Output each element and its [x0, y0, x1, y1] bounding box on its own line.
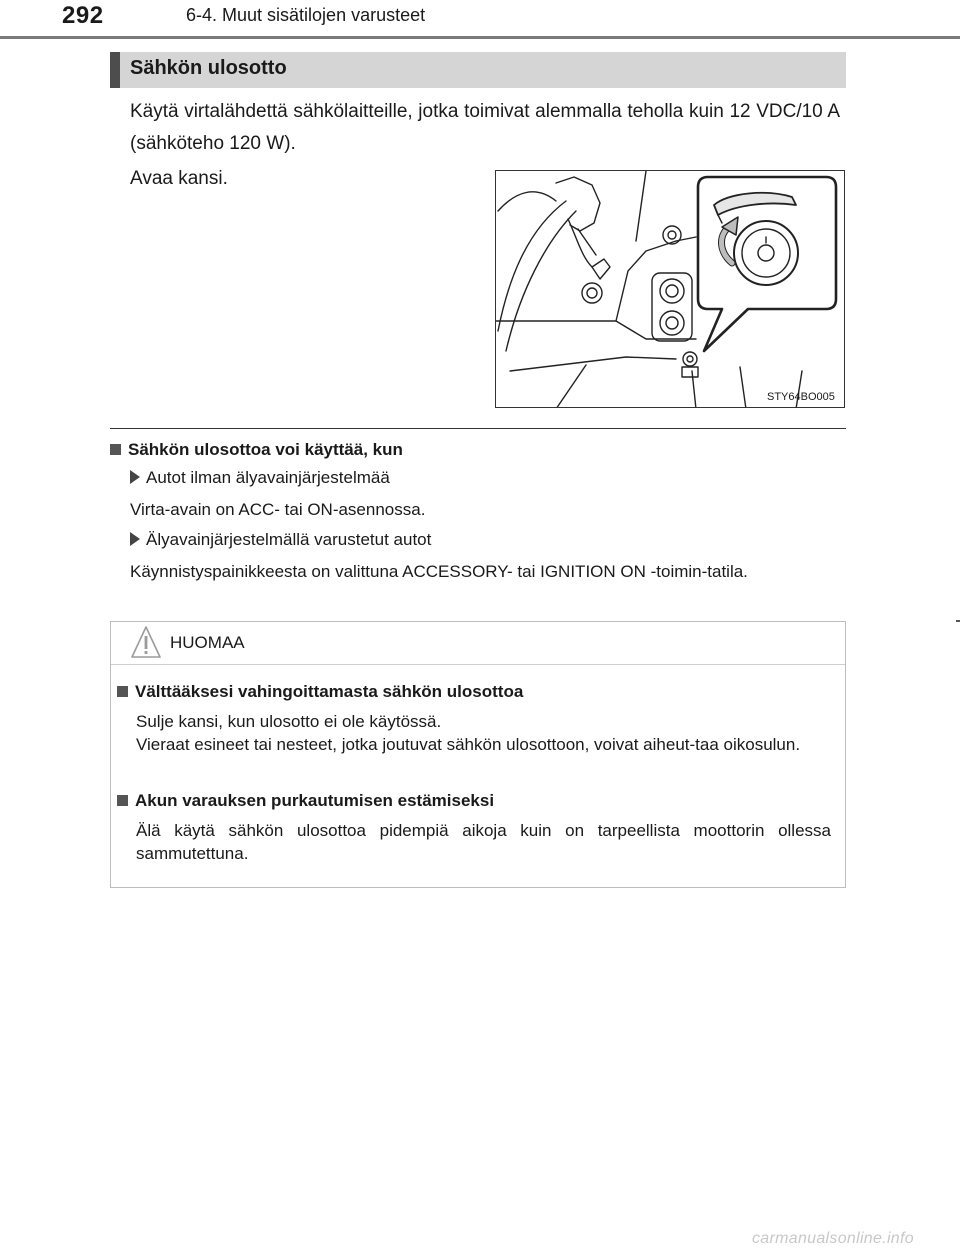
notice-heading-damage	[117, 682, 523, 702]
triangle-bullet-icon	[130, 532, 140, 546]
notice-heading-battery	[117, 791, 494, 811]
notice-heading-text: Välttääksesi vahingoittamasta sähkön ulosottoa	[135, 682, 524, 701]
section-divider	[110, 428, 846, 429]
usage-heading-text: Sähkön ulosottoa voi käyttää, kun	[128, 440, 403, 459]
notice-text: Älä käytä sähkön ulosottoa pidempiä aikoja kuin on tarpeellista moottorin ollessa sammutettuna.	[136, 821, 831, 863]
header-rule	[0, 36, 960, 39]
power-outlet-illustration	[495, 170, 845, 408]
square-bullet-icon	[117, 686, 128, 697]
section-marker	[110, 52, 120, 88]
watermark: carmanualsonline.info	[752, 1230, 914, 1247]
intro-paragraph: Käytä virtalähdettä sähkölaitteille, jotka toimivat alemmalla teholla kuin 12 VDC/10 A (sähköteho 120 W).	[130, 101, 840, 154]
square-bullet-icon	[117, 795, 128, 806]
warning-icon	[131, 625, 161, 659]
dashboard-drawing	[496, 171, 845, 408]
usage-item-label: Älyavainjärjestelmällä varustetut autot	[146, 530, 432, 549]
figure-code: STY64BO005	[767, 391, 835, 403]
notice-box	[110, 621, 846, 888]
usage-item-no-smart-key	[130, 468, 390, 488]
usage-item-label: Autot ilman älyavainjärjestelmää	[146, 468, 390, 487]
notice-header	[111, 622, 845, 665]
notice-text: Sulje kansi, kun ulosotto ei ole käytössä.	[136, 712, 442, 731]
chapter-title: 6-4. Muut sisätilojen varusteet	[186, 5, 426, 25]
section-header	[110, 52, 846, 88]
usage-item-text: Virta-avain on ACC- tai ON-asennossa.	[130, 500, 426, 519]
page-edge-mark	[956, 620, 960, 622]
usage-heading	[110, 440, 403, 460]
triangle-bullet-icon	[130, 470, 140, 484]
step-text: Avaa kansi.	[130, 168, 228, 189]
notice-text: Vieraat esineet tai nesteet, jotka joutuvat sähkön ulosottoon, voivat aiheut-taa oikosulun.	[136, 735, 801, 754]
usage-item-smart-key	[130, 530, 431, 550]
usage-item-text: Käynnistyspainikkeesta on valittuna ACCESSORY- tai IGNITION ON -toimin-tatila.	[130, 562, 748, 581]
notice-heading-text: Akun varauksen purkautumisen estämiseksi	[135, 791, 495, 810]
page-number: 292	[62, 2, 104, 29]
section-title: Sähkön ulosotto	[130, 57, 287, 79]
notice-title: HUOMAA	[170, 633, 245, 652]
square-bullet-icon	[110, 444, 121, 455]
